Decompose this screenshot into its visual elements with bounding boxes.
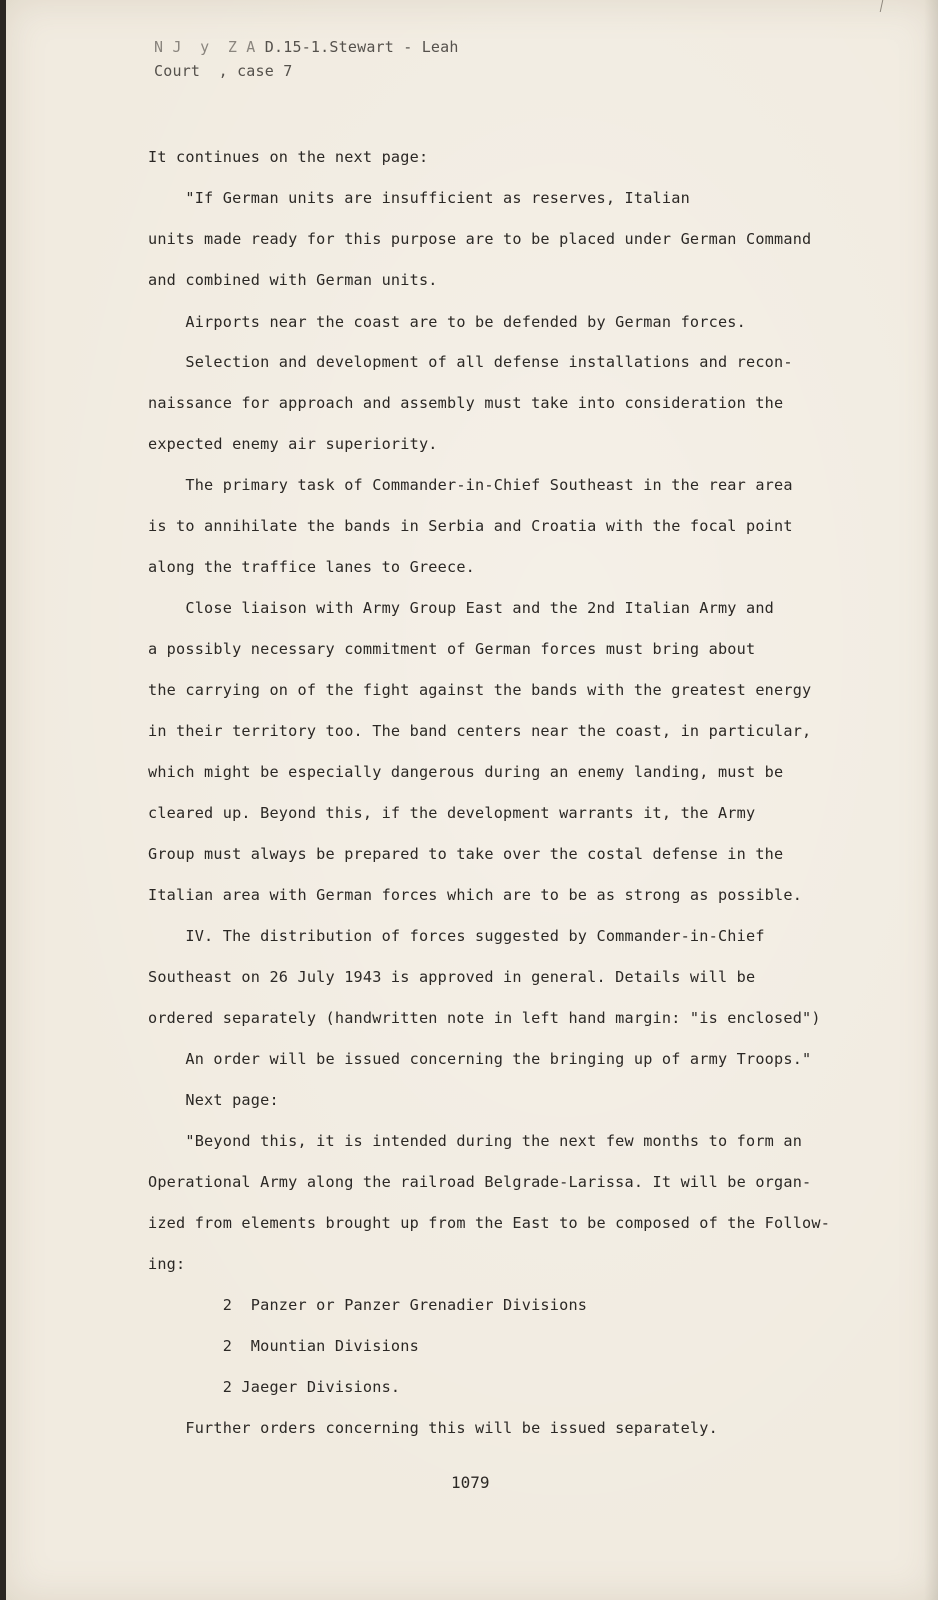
body-line: 2 Mountian Divisions (148, 1337, 419, 1355)
body-line: ing: (148, 1255, 186, 1273)
body-line: cleared up. Beyond this, if the development warrants it, the Army (148, 804, 756, 822)
body-line: Further orders concerning this will be issued separately. (148, 1419, 718, 1437)
page-edge-shadow (924, 0, 938, 1600)
body-line: Selection and development of all defense installations and recon- (148, 353, 793, 371)
body-line: 2 Jaeger Divisions. (148, 1378, 401, 1396)
body-line: naissance for approach and assembly must take into consideration the (148, 394, 784, 412)
body-line: ordered separately (handwritten note in left hand margin: "is enclosed") (148, 1009, 821, 1027)
body-line: a possibly necessary commitment of German forces must bring about (148, 640, 756, 658)
body-line: The primary task of Commander-in-Chief Southeast in the rear area (148, 476, 793, 494)
body-line: along the traffice lanes to Greece. (148, 558, 476, 576)
body-line: Group must always be prepared to take over the costal defense in the (148, 845, 784, 863)
header-line-2: Court , case 7 (154, 62, 293, 80)
body-line: Airports near the coast are to be defended by German forces. (148, 313, 746, 331)
body-line: Close liaison with Army Group East and the 2nd Italian Army and (148, 599, 775, 617)
body-line: ized from elements brought up from the East to be composed of the Follow- (148, 1214, 831, 1232)
body-line: expected enemy air superiority. (148, 435, 438, 453)
body-line: units made ready for this purpose are to be placed under German Command (148, 230, 812, 248)
pencil-mark (880, 0, 892, 12)
body-line: 2 Panzer or Panzer Grenadier Divisions (148, 1296, 588, 1314)
document-page (6, 0, 938, 1600)
body-line: An order will be issued concerning the bringing up of army Troops." (148, 1050, 812, 1068)
body-line: IV. The distribution of forces suggested by Commander-in-Chief (148, 927, 765, 945)
body-line: "If German units are insufficient as reserves, Italian (148, 189, 690, 207)
body-line: is to annihilate the bands in Serbia and Croatia with the focal point (148, 517, 793, 535)
body-line: in their territory too. The band centers near the coast, in particular, (148, 722, 812, 740)
header-line-1-faint: N J y Z A (154, 38, 256, 56)
body-line: and combined with German units. (148, 271, 438, 289)
body-line: Operational Army along the railroad Belgrade-Larissa. It will be organ- (148, 1173, 812, 1191)
body-line: Italian area with German forces which are to be as strong as possible. (148, 886, 803, 904)
header-line-1 (154, 38, 459, 56)
header-line-1-text: D.15-1.Stewart - Leah (264, 38, 459, 56)
body-line: It continues on the next page: (148, 148, 429, 166)
body-line: "Beyond this, it is intended during the next few months to form an (148, 1132, 803, 1150)
body-line: Next page: (148, 1091, 279, 1109)
body-line: the carrying on of the fight against the bands with the greatest energy (148, 681, 812, 699)
page-number: 1079 (451, 1473, 490, 1492)
body-line: Southeast on 26 July 1943 is approved in general. Details will be (148, 968, 756, 986)
body-line: which might be especially dangerous during an enemy landing, must be (148, 763, 784, 781)
